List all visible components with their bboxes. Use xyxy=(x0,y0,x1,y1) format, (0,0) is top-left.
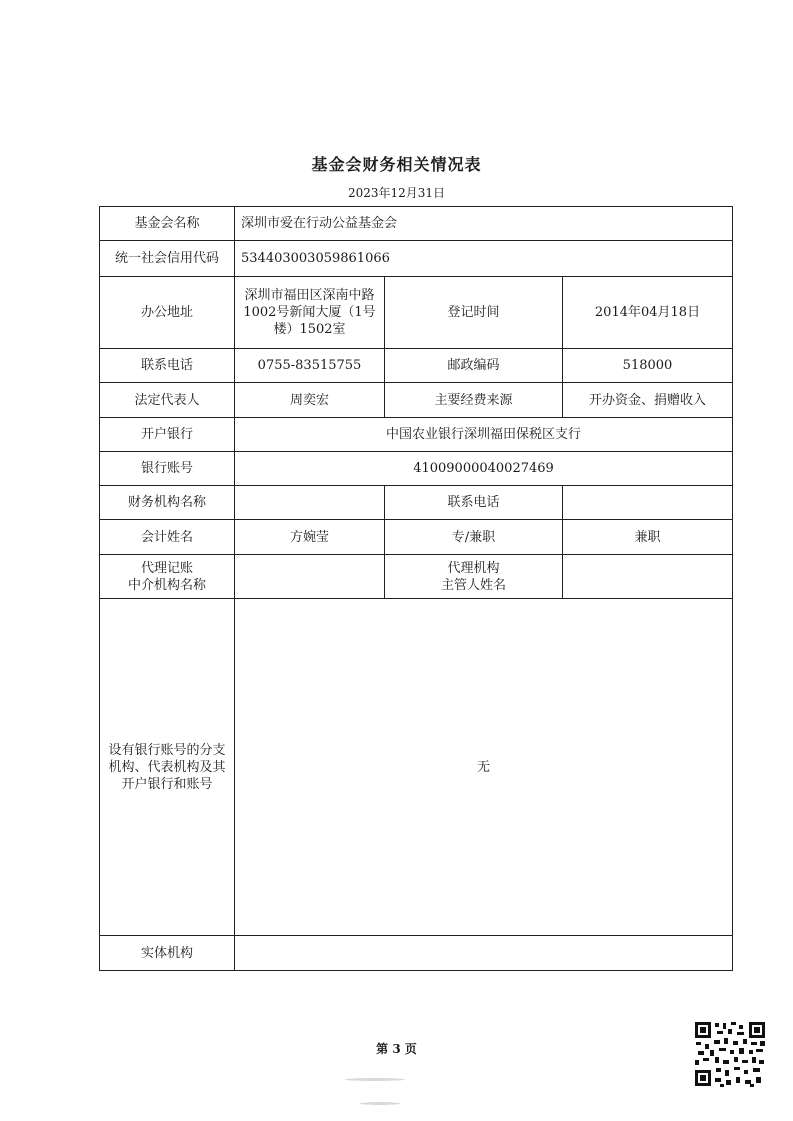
phone-value: 0755-83515755 xyxy=(235,349,385,383)
document-title: 基金会财务相关情况表 xyxy=(311,155,482,174)
employment-type-value: 兼职 xyxy=(563,520,733,555)
table-row xyxy=(100,486,733,520)
row-label: 邮政编码 xyxy=(385,349,563,383)
row-label: 开户银行 xyxy=(100,418,235,452)
scan-artifact xyxy=(345,1078,405,1081)
credit-code-value: 534403003059861066 xyxy=(235,241,733,277)
row-label: 代理记账 中介机构名称 xyxy=(100,555,235,599)
table-row xyxy=(100,555,733,599)
row-label: 财务机构名称 xyxy=(100,486,235,520)
table-row xyxy=(100,349,733,383)
table-row xyxy=(100,241,733,277)
finance-phone-value xyxy=(563,486,733,520)
registration-date-value: 2014年04月18日 xyxy=(563,277,733,349)
finance-org-value xyxy=(235,486,385,520)
table-row xyxy=(100,418,733,452)
row-label: 实体机构 xyxy=(100,936,235,971)
legal-rep-value: 周奕宏 xyxy=(235,383,385,418)
row-label: 法定代表人 xyxy=(100,383,235,418)
row-label: 主要经费来源 xyxy=(385,383,563,418)
table-row xyxy=(100,277,733,349)
agent-supervisor-value xyxy=(563,555,733,599)
finance-table xyxy=(99,206,733,971)
bank-value: 中国农业银行深圳福田保税区支行 xyxy=(235,418,733,452)
postal-code-value: 518000 xyxy=(563,349,733,383)
table-row xyxy=(100,452,733,486)
page-number: 第 3 页 xyxy=(376,1042,417,1056)
row-label: 专/兼职 xyxy=(385,520,563,555)
address-value: 深圳市福田区深南中路 1002号新闻大厦（1号 楼）1502室 xyxy=(235,277,385,349)
row-label: 基金会名称 xyxy=(100,207,235,241)
row-label: 代理机构 主管人姓名 xyxy=(385,555,563,599)
table-row xyxy=(100,520,733,555)
row-label: 设有银行账号的分支 机构、代表机构及其 开户银行和账号 xyxy=(100,599,235,936)
row-label: 统一社会信用代码 xyxy=(100,241,235,277)
account-value: 41009000040027469 xyxy=(235,452,733,486)
agent-org-value xyxy=(235,555,385,599)
document-date: 2023年12月31日 xyxy=(347,186,446,200)
row-label: 会计姓名 xyxy=(100,520,235,555)
qr-code-icon xyxy=(693,1020,767,1088)
row-label: 银行账号 xyxy=(100,452,235,486)
table-row xyxy=(100,599,733,936)
funding-source-value: 开办资金、捐赠收入 xyxy=(563,383,733,418)
table-row xyxy=(100,936,733,971)
foundation-name-value: 深圳市爱在行动公益基金会 xyxy=(235,207,733,241)
table-row xyxy=(100,207,733,241)
row-label: 登记时间 xyxy=(385,277,563,349)
entity-value xyxy=(235,936,733,971)
accountant-value: 方婉莹 xyxy=(235,520,385,555)
row-label: 联系电话 xyxy=(100,349,235,383)
row-label: 联系电话 xyxy=(385,486,563,520)
branch-accounts-value: 无 xyxy=(235,599,733,936)
table-row xyxy=(100,383,733,418)
row-label: 办公地址 xyxy=(100,277,235,349)
scan-artifact xyxy=(360,1102,400,1105)
